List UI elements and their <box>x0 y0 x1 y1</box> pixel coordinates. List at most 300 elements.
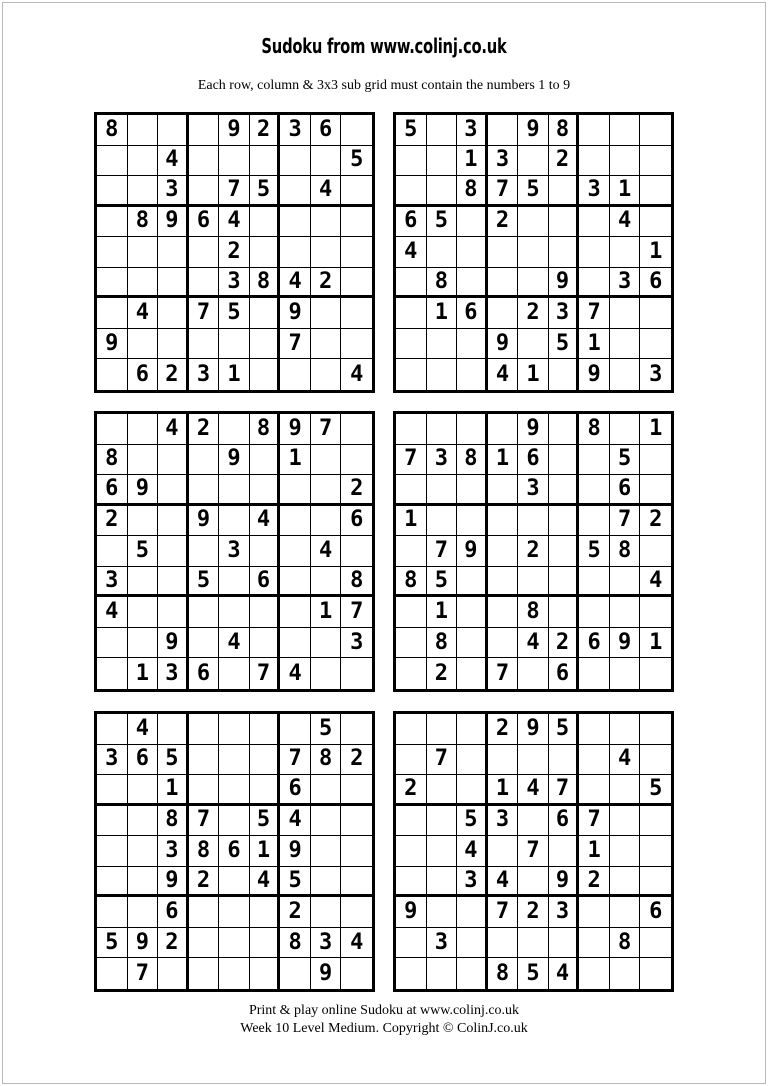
sudoku-cell <box>549 567 580 598</box>
sudoku-cell <box>396 597 427 628</box>
sudoku-cell <box>219 897 250 928</box>
sudoku-cell <box>579 506 610 537</box>
sudoku-cell: 7 <box>488 176 519 207</box>
sudoku-cell <box>97 359 128 390</box>
sudoku-cell <box>189 237 220 268</box>
sudoku-cell: 2 <box>189 414 220 445</box>
sudoku-cell <box>341 775 372 806</box>
sudoku-puzzle-1 <box>94 112 375 393</box>
sudoku-cell <box>219 146 250 177</box>
sudoku-cell <box>640 806 671 837</box>
sudoku-cell: 1 <box>427 298 458 329</box>
sudoku-cell: 7 <box>549 775 580 806</box>
sudoku-cell: 1 <box>158 775 189 806</box>
sudoku-cell: 8 <box>341 567 372 598</box>
sudoku-cell <box>610 714 641 745</box>
sudoku-cell: 3 <box>189 359 220 390</box>
sudoku-cell: 5 <box>97 928 128 959</box>
sudoku-cell <box>280 359 311 390</box>
sudoku-cell <box>280 567 311 598</box>
sudoku-cell: 3 <box>518 475 549 506</box>
sudoku-cell <box>640 536 671 567</box>
sudoku-cell <box>518 867 549 898</box>
sudoku-cell <box>311 237 342 268</box>
sudoku-cell <box>128 268 159 299</box>
sudoku-cell: 5 <box>457 806 488 837</box>
sudoku-cell <box>640 298 671 329</box>
sudoku-cell <box>250 237 281 268</box>
sudoku-cell <box>549 836 580 867</box>
sudoku-cell: 6 <box>457 298 488 329</box>
page-title: Sudoku from www.colinj.co.uk <box>261 34 507 58</box>
sudoku-cell: 3 <box>219 536 250 567</box>
sudoku-cell: 4 <box>128 298 159 329</box>
sudoku-cell <box>457 775 488 806</box>
sudoku-cell: 8 <box>488 958 519 989</box>
sudoku-cell: 7 <box>341 597 372 628</box>
sudoku-cell: 8 <box>189 836 220 867</box>
sudoku-cell <box>396 714 427 745</box>
sudoku-cell <box>488 628 519 659</box>
sudoku-cell <box>549 597 580 628</box>
sudoku-cell: 6 <box>158 897 189 928</box>
sudoku-cell <box>396 658 427 689</box>
sudoku-cell <box>640 445 671 476</box>
sudoku-cell: 2 <box>219 237 250 268</box>
sudoku-cell: 8 <box>457 445 488 476</box>
sudoku-cell <box>549 237 580 268</box>
sudoku-cell <box>341 658 372 689</box>
sudoku-cell <box>640 658 671 689</box>
sudoku-cell <box>97 237 128 268</box>
sudoku-cell <box>427 359 458 390</box>
sudoku-cell <box>311 298 342 329</box>
sudoku-cell: 3 <box>427 445 458 476</box>
sudoku-cell <box>219 414 250 445</box>
sudoku-cell <box>610 146 641 177</box>
sudoku-cell <box>280 475 311 506</box>
sudoku-cell <box>427 237 458 268</box>
sudoku-cell <box>518 329 549 360</box>
sudoku-cell <box>189 445 220 476</box>
sudoku-cell <box>189 115 220 146</box>
sudoku-cell <box>189 775 220 806</box>
sudoku-cell <box>610 414 641 445</box>
sudoku-cell: 8 <box>457 176 488 207</box>
sudoku-cell <box>610 298 641 329</box>
sudoku-cell: 2 <box>427 658 458 689</box>
sudoku-cell <box>250 628 281 659</box>
sudoku-cell <box>427 897 458 928</box>
sudoku-cell <box>311 658 342 689</box>
sudoku-cell <box>189 745 220 776</box>
sudoku-cell: 5 <box>549 329 580 360</box>
sudoku-cell <box>97 958 128 989</box>
sudoku-cell: 9 <box>219 445 250 476</box>
sudoku-cell: 6 <box>311 115 342 146</box>
sudoku-cell <box>457 207 488 238</box>
sudoku-cell <box>396 146 427 177</box>
sudoku-cell <box>610 775 641 806</box>
sudoku-cell <box>579 146 610 177</box>
sudoku-cell <box>518 928 549 959</box>
sudoku-cell <box>250 597 281 628</box>
sudoku-cell <box>549 536 580 567</box>
sudoku-cell <box>97 268 128 299</box>
sudoku-cell: 6 <box>219 836 250 867</box>
sudoku-cell: 8 <box>610 928 641 959</box>
sudoku-cell <box>128 867 159 898</box>
sudoku-cell <box>128 597 159 628</box>
sudoku-cell: 7 <box>518 836 549 867</box>
sudoku-cell <box>610 867 641 898</box>
sudoku-cell: 2 <box>549 628 580 659</box>
sudoku-cell <box>219 806 250 837</box>
sudoku-cell <box>97 806 128 837</box>
sudoku-cell <box>396 268 427 299</box>
sudoku-cell <box>189 329 220 360</box>
sudoku-cell: 4 <box>280 806 311 837</box>
sudoku-cell <box>250 928 281 959</box>
sudoku-cell: 7 <box>488 658 519 689</box>
sudoku-cell <box>97 658 128 689</box>
sudoku-cell: 1 <box>457 146 488 177</box>
sudoku-cell <box>189 628 220 659</box>
sudoku-cell <box>640 475 671 506</box>
sudoku-cell: 5 <box>427 567 458 598</box>
sudoku-cell: 6 <box>640 897 671 928</box>
sudoku-cell <box>280 958 311 989</box>
sudoku-cell <box>97 714 128 745</box>
sudoku-cell <box>427 867 458 898</box>
sudoku-cell <box>250 146 281 177</box>
sudoku-cell <box>219 329 250 360</box>
sudoku-cell: 7 <box>128 958 159 989</box>
sudoku-cell <box>488 237 519 268</box>
sudoku-cell <box>579 597 610 628</box>
sudoku-cell: 6 <box>280 775 311 806</box>
sudoku-cell: 9 <box>579 359 610 390</box>
sudoku-cell: 7 <box>610 506 641 537</box>
sudoku-cell: 2 <box>158 359 189 390</box>
sudoku-cell <box>128 414 159 445</box>
sudoku-cell <box>396 329 427 360</box>
sudoku-cell: 1 <box>396 506 427 537</box>
sudoku-cell: 9 <box>518 714 549 745</box>
sudoku-cell <box>219 958 250 989</box>
sudoku-cell: 5 <box>640 775 671 806</box>
sudoku-cell <box>280 536 311 567</box>
sudoku-cell: 7 <box>427 536 458 567</box>
sudoku-cell <box>128 897 159 928</box>
sudoku-cell: 9 <box>396 897 427 928</box>
sudoku-cell <box>396 958 427 989</box>
sudoku-cell <box>189 146 220 177</box>
sudoku-cell <box>250 207 281 238</box>
sudoku-cell <box>128 628 159 659</box>
sudoku-cell: 1 <box>518 359 549 390</box>
sudoku-cell <box>518 745 549 776</box>
sudoku-cell <box>250 536 281 567</box>
sudoku-cell <box>189 475 220 506</box>
sudoku-cell <box>219 714 250 745</box>
sudoku-cell <box>640 146 671 177</box>
sudoku-cell <box>640 745 671 776</box>
sudoku-cell: 6 <box>610 475 641 506</box>
sudoku-cell <box>427 958 458 989</box>
sudoku-cell: 8 <box>518 597 549 628</box>
sudoku-cell <box>311 628 342 659</box>
sudoku-cell: 9 <box>488 329 519 360</box>
sudoku-cell: 6 <box>128 745 159 776</box>
sudoku-cell: 2 <box>488 207 519 238</box>
sudoku-cell: 7 <box>427 745 458 776</box>
sudoku-cell <box>427 806 458 837</box>
sudoku-cell <box>97 775 128 806</box>
sudoku-cell: 4 <box>250 867 281 898</box>
sudoku-cell: 3 <box>158 658 189 689</box>
sudoku-cell: 6 <box>341 506 372 537</box>
sudoku-cell <box>579 115 610 146</box>
sudoku-cell: 4 <box>488 867 519 898</box>
sudoku-cell: 9 <box>219 115 250 146</box>
sudoku-cell <box>579 958 610 989</box>
sudoku-cell <box>158 567 189 598</box>
sudoku-cell <box>457 897 488 928</box>
sudoku-cell: 3 <box>158 176 189 207</box>
sudoku-cell <box>396 836 427 867</box>
sudoku-cell: 1 <box>280 445 311 476</box>
instructions: Each row, column & 3x3 sub grid must contain the numbers 1 to 9 <box>197 78 571 93</box>
sudoku-cell <box>341 806 372 837</box>
sudoku-cell: 3 <box>488 146 519 177</box>
sudoku-cell <box>427 176 458 207</box>
sudoku-cell: 3 <box>97 567 128 598</box>
sudoku-cell <box>427 414 458 445</box>
sudoku-cell: 6 <box>396 207 427 238</box>
sudoku-cell <box>341 207 372 238</box>
sudoku-cell <box>579 567 610 598</box>
sudoku-cell: 8 <box>579 414 610 445</box>
sudoku-cell: 5 <box>579 536 610 567</box>
sudoku-cell: 1 <box>219 359 250 390</box>
sudoku-cell <box>189 597 220 628</box>
sudoku-cell <box>427 146 458 177</box>
sudoku-cell <box>128 567 159 598</box>
sudoku-cell <box>549 414 580 445</box>
sudoku-cell: 4 <box>311 536 342 567</box>
sudoku-cell <box>396 867 427 898</box>
sudoku-cell <box>97 836 128 867</box>
sudoku-cell <box>579 268 610 299</box>
sudoku-cell: 3 <box>549 897 580 928</box>
sudoku-cell: 7 <box>189 806 220 837</box>
sudoku-cell <box>396 928 427 959</box>
sudoku-cell <box>549 475 580 506</box>
sudoku-cell: 6 <box>189 207 220 238</box>
sudoku-cell <box>488 475 519 506</box>
sudoku-cell <box>610 806 641 837</box>
sudoku-cell: 5 <box>549 714 580 745</box>
sudoku-cell <box>250 714 281 745</box>
sudoku-cell: 3 <box>280 115 311 146</box>
sudoku-cell <box>457 475 488 506</box>
sudoku-cell: 1 <box>427 597 458 628</box>
sudoku-cell: 8 <box>549 115 580 146</box>
sudoku-cell: 4 <box>219 628 250 659</box>
sudoku-cell: 2 <box>311 268 342 299</box>
sudoku-cell <box>158 475 189 506</box>
sudoku-cell: 6 <box>549 806 580 837</box>
sudoku-cell <box>518 806 549 837</box>
sudoku-cell: 2 <box>341 475 372 506</box>
sudoku-cell: 3 <box>488 806 519 837</box>
sudoku-cell <box>128 237 159 268</box>
sudoku-cell: 1 <box>488 445 519 476</box>
sudoku-cell: 2 <box>640 506 671 537</box>
sudoku-cell: 3 <box>158 836 189 867</box>
sudoku-cell <box>219 928 250 959</box>
sudoku-cell: 6 <box>518 445 549 476</box>
sudoku-cell <box>280 207 311 238</box>
sudoku-cell <box>457 597 488 628</box>
sudoku-cell <box>549 445 580 476</box>
sudoku-cell <box>457 567 488 598</box>
sudoku-cell <box>158 268 189 299</box>
sudoku-cell <box>457 237 488 268</box>
sudoku-cell: 8 <box>311 745 342 776</box>
sudoku-cell <box>250 745 281 776</box>
sudoku-cell <box>427 329 458 360</box>
sudoku-cell: 3 <box>549 298 580 329</box>
sudoku-cell <box>250 958 281 989</box>
sudoku-cell <box>610 115 641 146</box>
sudoku-cell: 7 <box>396 445 427 476</box>
sudoku-puzzle-5 <box>94 711 375 992</box>
sudoku-cell <box>341 414 372 445</box>
sudoku-cell: 5 <box>250 806 281 837</box>
sudoku-cell <box>158 597 189 628</box>
sudoku-cell: 1 <box>579 329 610 360</box>
sudoku-cell <box>396 298 427 329</box>
sudoku-cell: 3 <box>219 268 250 299</box>
sudoku-cell <box>457 414 488 445</box>
sudoku-cell <box>250 359 281 390</box>
sudoku-puzzle-3 <box>94 411 375 692</box>
sudoku-cell: 3 <box>341 628 372 659</box>
sudoku-cell <box>158 237 189 268</box>
sudoku-cell <box>457 329 488 360</box>
sudoku-cell <box>427 506 458 537</box>
sudoku-cell <box>250 897 281 928</box>
sudoku-cell <box>457 958 488 989</box>
sudoku-cell <box>311 775 342 806</box>
sudoku-cell: 4 <box>396 237 427 268</box>
sudoku-cell: 6 <box>549 658 580 689</box>
sudoku-cell: 3 <box>579 176 610 207</box>
sudoku-cell: 3 <box>649 361 663 387</box>
sudoku-cell <box>579 658 610 689</box>
sudoku-cell <box>518 506 549 537</box>
sudoku-cell: 9 <box>158 628 189 659</box>
sudoku-cell: 9 <box>280 414 311 445</box>
sudoku-cell: 4 <box>457 836 488 867</box>
sudoku-cell: 6 <box>128 359 159 390</box>
sudoku-cell <box>396 414 427 445</box>
sudoku-cell <box>189 928 220 959</box>
sudoku-cell <box>311 475 342 506</box>
sudoku-cell <box>97 414 128 445</box>
sudoku-cell <box>640 207 671 238</box>
sudoku-cell <box>341 237 372 268</box>
sudoku-cell <box>579 745 610 776</box>
sudoku-cell <box>97 628 128 659</box>
sudoku-cell: 2 <box>549 146 580 177</box>
sudoku-cell: 2 <box>396 775 427 806</box>
sudoku-cell <box>396 359 427 390</box>
sudoku-cell: 2 <box>250 115 281 146</box>
sudoku-cell <box>250 329 281 360</box>
sudoku-cell: 2 <box>97 506 128 537</box>
sudoku-cell <box>640 176 671 207</box>
sudoku-cell <box>158 445 189 476</box>
sudoku-cell <box>518 146 549 177</box>
sudoku-cell: 7 <box>280 745 311 776</box>
sudoku-cell: 1 <box>128 658 159 689</box>
sudoku-cell <box>457 268 488 299</box>
sudoku-cell <box>341 176 372 207</box>
sudoku-cell <box>219 475 250 506</box>
sudoku-cell: 7 <box>219 176 250 207</box>
sudoku-cell <box>189 176 220 207</box>
sudoku-cell <box>311 445 342 476</box>
sudoku-cell <box>341 445 372 476</box>
sudoku-cell: 4 <box>610 207 641 238</box>
sudoku-cell <box>311 867 342 898</box>
sudoku-cell <box>280 506 311 537</box>
sudoku-cell <box>488 268 519 299</box>
sudoku-cell: 7 <box>250 658 281 689</box>
sudoku-cell: 2 <box>189 867 220 898</box>
sudoku-cell <box>549 359 580 390</box>
sudoku-cell: 7 <box>579 806 610 837</box>
sudoku-cell: 7 <box>311 414 342 445</box>
sudoku-cell <box>518 658 549 689</box>
sudoku-cell <box>250 475 281 506</box>
sudoku-cell: 5 <box>396 115 427 146</box>
sudoku-cell: 4 <box>128 714 159 745</box>
sudoku-cell: 4 <box>280 658 311 689</box>
sudoku-cell <box>219 597 250 628</box>
sudoku-cell: 4 <box>350 361 364 387</box>
sudoku-cell <box>219 567 250 598</box>
sudoku-cell <box>158 714 189 745</box>
sudoku-cell <box>549 745 580 776</box>
sudoku-cell <box>610 329 641 360</box>
sudoku-cell <box>311 146 342 177</box>
sudoku-cell <box>457 658 488 689</box>
sudoku-cell <box>219 745 250 776</box>
sudoku-cell <box>128 329 159 360</box>
sudoku-cell <box>488 115 519 146</box>
sudoku-cell: 1 <box>610 176 641 207</box>
sudoku-cell: 8 <box>250 268 281 299</box>
sudoku-cell: 2 <box>518 897 549 928</box>
sudoku-cell <box>189 714 220 745</box>
sudoku-cell: 4 <box>610 745 641 776</box>
sudoku-cell: 8 <box>128 207 159 238</box>
sudoku-cell: 1 <box>640 237 671 268</box>
